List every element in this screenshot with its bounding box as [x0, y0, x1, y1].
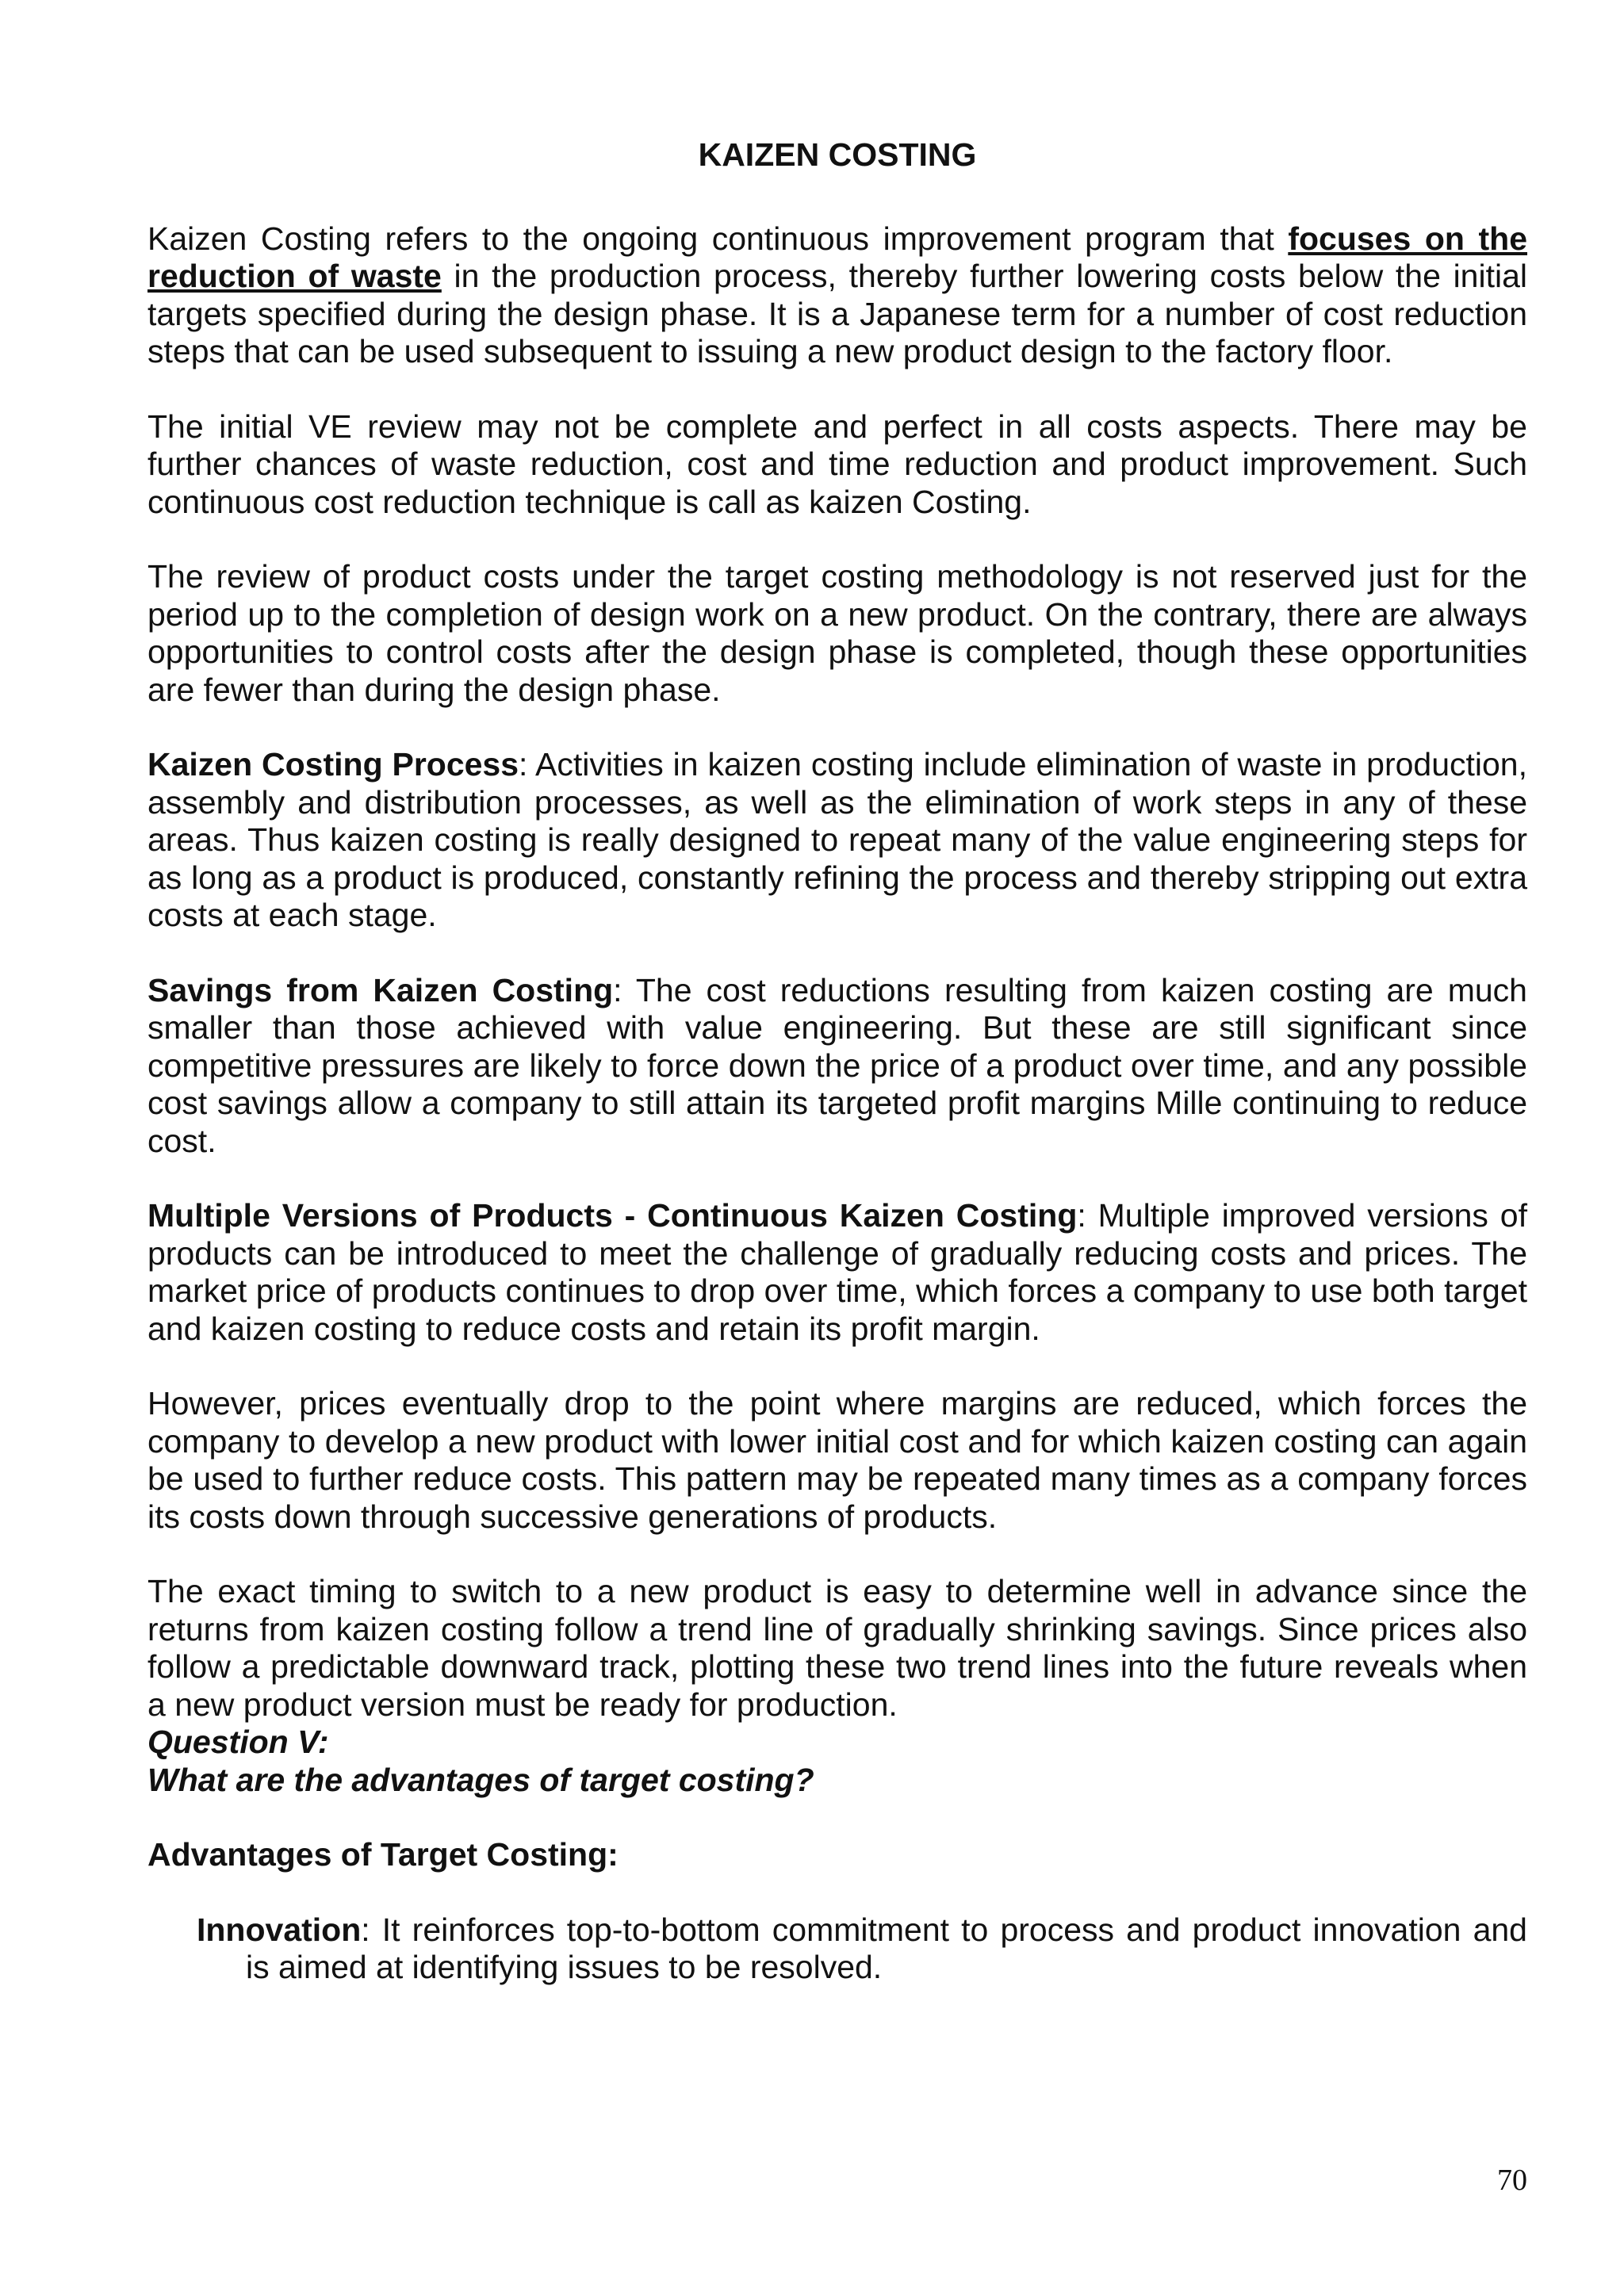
paragraph-prices: However, prices eventually drop to the point where margins are reduced, which forces the company to develop a new product with lower initial cost and for which kaizen costing can again be used to further reduce costs. This pattern may be repeated many times as a company forces its costs down through successive generations of products. [147, 1385, 1527, 1535]
advantages-heading: Advantages of Target Costing: [147, 1836, 619, 1873]
paragraph-ve-review: The initial VE review may not be complete and perfect in all costs aspects. There may be further chances of waste reduction, cost and time reduction and product improvement. Such continuous cost reduction technique is call as kaizen Costing. [147, 408, 1527, 520]
paragraph-review: The review of product costs under the target costing methodology is not reserved just for the period up to the completion of design work on a new product. On the contrary, there are always opportunities to control costs after the design phase is completed, though these opportunities are fewer than during the design phase. [147, 558, 1527, 708]
document-page [147, 136, 1527, 1987]
savings-heading: Savings from Kaizen Costing [147, 971, 614, 1008]
versions-heading: Multiple Versions of Products - Continuous Kaizen Costing [147, 1197, 1078, 1234]
page-title: KAIZEN COSTING [698, 136, 977, 173]
paragraph-intro [147, 220, 1527, 371]
advantage-innovation [197, 1911, 1527, 1987]
process-text: : Activities in kaizen costing include elimination of waste in production, assembly and distribution processes, as well as the elimination of work steps in any of these areas. Thus kaizen costing is really designed to repeat many of the value engineering steps for as long as a product is produced, constantly refining the process and thereby stripping out extra costs at each stage. [147, 746, 1527, 933]
innovation-text: : It reinforces top-to-bottom commitment to process and product innovation and is aimed at identifying issues to be resolved. [246, 1911, 1527, 1985]
intro-text-start: Kaizen Costing refers to the ongoing continuous improvement program that [147, 220, 1289, 257]
versions-text: : Multiple improved versions of products can be introduced to meet the challenge of gradually reducing costs and prices. The market price of products continues to drop over time, which forces a company to use both target and kaizen costing to reduce costs and retain its profit margin. [147, 1197, 1527, 1347]
paragraph-versions [147, 1197, 1527, 1348]
paragraph-timing: The exact timing to switch to a new product is easy to determine well in advance since the returns from kaizen costing follow a trend line of gradually shrinking savings. Since prices also follow a predictable downward track, plotting these two trend lines into the future reveals when a new product version must be ready for production. [147, 1573, 1527, 1723]
question-text: What are the advantages of target costing? [147, 1761, 814, 1798]
process-heading: Kaizen Costing Process [147, 746, 519, 783]
question-label: Question V: [147, 1724, 329, 1760]
page-number: 70 [1497, 2164, 1527, 2197]
paragraph-process [147, 746, 1527, 935]
intro-emphasis: focuses on the reduction of waste [147, 220, 1528, 294]
intro-text-end: in the production process, thereby further lowering costs below the initial targets specified during the design phase. It is a Japanese term for a number of cost reduction steps that can be used subsequent to issuing a new product design to the factory floor. [147, 258, 1527, 369]
innovation-heading: Innovation [197, 1911, 362, 1948]
savings-text: : The cost reductions resulting from kaizen costing are much smaller than those achieved with value engineering. But these are still significant since competitive pressures are likely to force down the price of a product over time, and any possible cost savings allow a company to still attain its targeted profit margins Mille continuing to reduce cost. [147, 971, 1527, 1159]
paragraph-savings [147, 972, 1527, 1161]
